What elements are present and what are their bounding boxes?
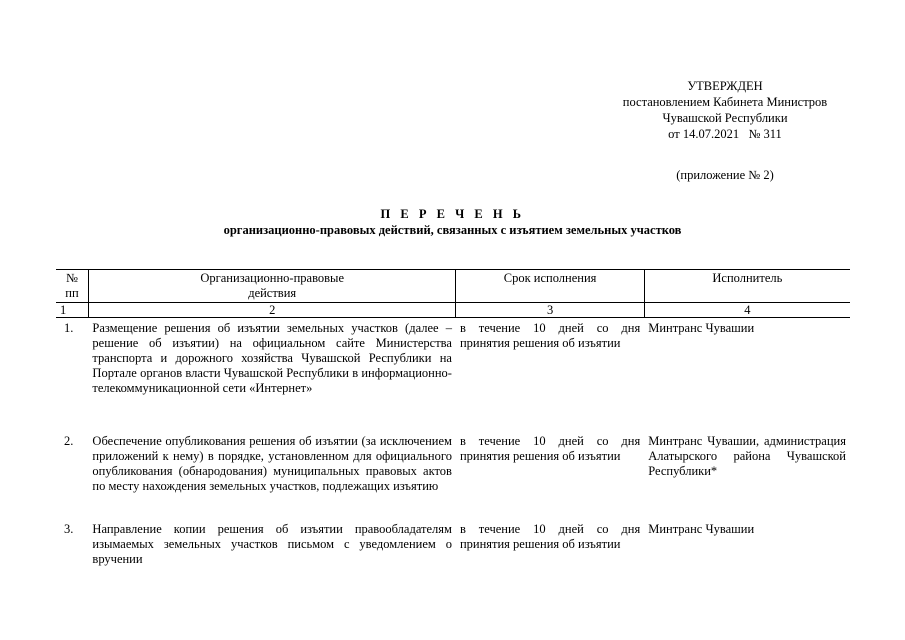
approval-republic: Чувашской Республики (662, 111, 788, 125)
row-action: Направление копии решения об изъятии правообладателям изымаемых земельных участков письмом с уведомлением о вручении (92, 522, 452, 566)
row-spacer (56, 494, 850, 519)
row-deadline: в течение 10 дней со дня принятия решения об изъятии (459, 522, 641, 551)
header-executor: Исполнитель (644, 270, 850, 303)
row-deadline: в течение 10 дней со дня принятия решения об изъятии (459, 321, 641, 350)
actions-table (56, 269, 850, 567)
row-number: 2. (64, 434, 74, 448)
row-number: 1. (64, 321, 74, 335)
header-number: № пп (56, 270, 88, 303)
header-deadline: Срок исполнения (456, 270, 644, 303)
approval-appendix: (приложение № 2) (676, 168, 774, 182)
row-executor: Минтранс Чувашии (648, 321, 755, 335)
row-deadline: в течение 10 дней со дня принятия решения об изъятии (459, 434, 641, 463)
approval-block (585, 78, 865, 183)
column-number: 1 (56, 303, 88, 318)
column-number: 3 (456, 303, 644, 318)
approval-title: УТВЕРЖДЕН (687, 79, 763, 93)
approval-date-number: от 14.07.2021 № 311 (668, 127, 782, 141)
table-row (56, 318, 850, 397)
table-row (56, 519, 850, 567)
header-action: Организационно-правовые действия (88, 270, 456, 303)
column-numbers-row (56, 303, 850, 318)
row-executor: Минтранс Чувашии, администрация Алатырского района Чувашской Республики* (648, 434, 846, 478)
row-executor: Минтранс Чувашии (648, 522, 755, 536)
row-number: 3. (64, 522, 74, 536)
document-subtitle: организационно-правовых действий, связанных с изъятием земельных участков (223, 223, 682, 237)
row-action: Обеспечение опубликования решения об изъятии (за исключением приложений к нему) в порядке, установленном для официального опубликования (обнародования) муниципальных правовых актов по месту нахождения земельных участков, подлежащих изъятию (92, 434, 452, 493)
document-title: П Е Р Е Ч Е Н Ь (380, 207, 525, 221)
approval-spacer (585, 142, 865, 167)
row-spacer (56, 396, 850, 431)
row-action: Размещение решения об изъятии земельных участков (далее – решение об изъятии) на официальном сайте Министерства транспорта и дорожного хозяйства Чувашской Республики на Портале органов власти Чувашской Республики в информационно-телекоммуникационной сети «Интернет» (92, 321, 452, 395)
column-number: 2 (88, 303, 456, 318)
column-number: 4 (644, 303, 850, 318)
table-header-row (56, 270, 850, 303)
table-row (56, 431, 850, 494)
approval-resolution: постановлением Кабинета Министров (622, 95, 828, 109)
